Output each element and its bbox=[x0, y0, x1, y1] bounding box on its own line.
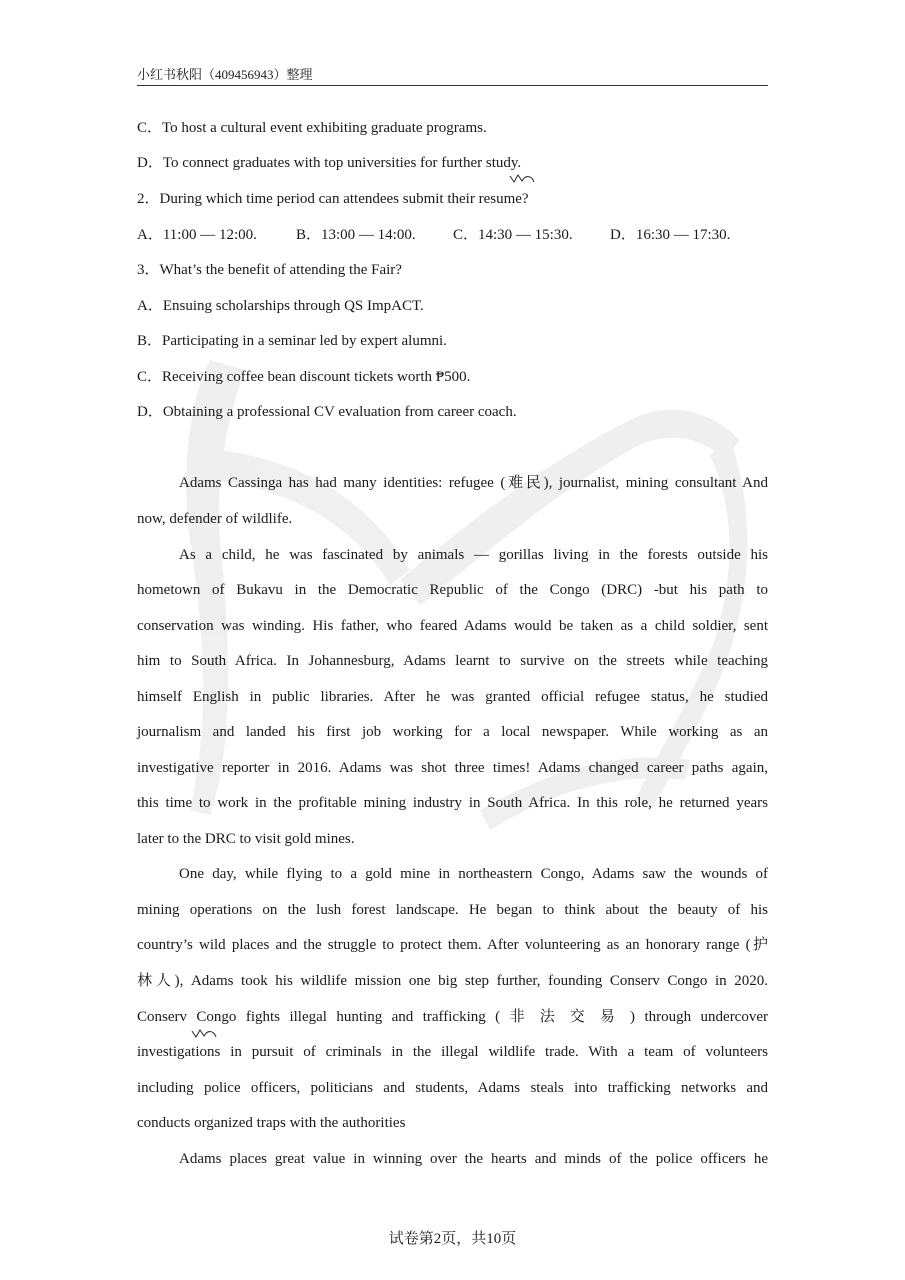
q3-option-b: B．Participating in a seminar led by expert alumni. bbox=[137, 333, 447, 349]
passage-p3-line: 林人), Adams took his wildlife mission one big step further, founding Conserv Congo in 2020. bbox=[137, 973, 768, 989]
passage-p3-line: One day, while flying to a gold mine in northeastern Congo, Adams saw the wounds of bbox=[179, 866, 768, 882]
pen-mark-icon bbox=[190, 1027, 218, 1041]
passage-p2-line: investigative reporter in 2016. Adams was shot three times! Adams changed career paths again, bbox=[137, 760, 768, 776]
page-footer: 试卷第2页，共10页 bbox=[388, 1231, 517, 1247]
q2-option-b: B．13:00 — 14:00. bbox=[296, 227, 416, 243]
passage-p3-line: including police officers, politicians and students, Adams steals into trafficking networks and bbox=[137, 1080, 768, 1096]
passage-p2-line: As a child, he was fascinated by animals — gorillas living in the forests outside his bbox=[179, 547, 768, 563]
q2-option-c: C．14:30 — 15:30. bbox=[453, 227, 573, 243]
q3-option-a: A．Ensuing scholarships through QS ImpACT. bbox=[137, 298, 424, 314]
q2-option-d: D．16:30 — 17:30. bbox=[610, 227, 731, 243]
passage-p2-line: conservation was winding. His father, who feared Adams would be taken as a child soldier, sent bbox=[137, 618, 768, 634]
q1-option-d: D．To connect graduates with top universities for further study. bbox=[137, 155, 522, 171]
passage-p3-line: country’s wild places and the struggle to protect them. After volunteering as an honorary range (护 bbox=[137, 937, 768, 953]
q3-stem: 3．What’s the benefit of attending the Fair? bbox=[137, 262, 402, 278]
passage-p3-line: mining operations on the lush forest landscape. He began to think about the beauty of his bbox=[137, 902, 768, 918]
q3-option-d: D．Obtaining a professional CV evaluation from career coach. bbox=[137, 404, 517, 420]
q2-option-a: A．11:00 — 12:00. bbox=[137, 227, 257, 243]
passage-p3-line: investigations in pursuit of criminals in the illegal wildlife trade. With a team of volunteers bbox=[137, 1044, 768, 1060]
passage-p2-line: himself English in public libraries. After he was granted official refugee status, he studied bbox=[137, 689, 768, 705]
header-divider bbox=[137, 85, 768, 86]
q2-options bbox=[137, 225, 768, 245]
passage-p2-line: later to the DRC to visit gold mines. bbox=[137, 831, 355, 847]
q1-option-c: C．To host a cultural event exhibiting graduate programs. bbox=[137, 120, 487, 136]
passage-p2-line: journalism and landed his first job working for a local newspaper. While working as an bbox=[137, 724, 768, 740]
passage-p4-line: Adams places great value in winning over the hearts and minds of the police officers he bbox=[179, 1151, 768, 1167]
passage-p2-line: hometown of Bukavu in the Democratic Republic of the Congo (DRC) -but his path to bbox=[137, 582, 768, 598]
passage-p2-line: him to South Africa. In Johannesburg, Adams learnt to survive on the streets while teaching bbox=[137, 653, 768, 669]
passage-p3-line: conducts organized traps with the authorities bbox=[137, 1115, 406, 1131]
passage-p1-line: Adams Cassinga has had many identities: refugee (难民), journalist, mining consultant And bbox=[179, 475, 768, 491]
passage-p1-line: now, defender of wildlife. bbox=[137, 511, 293, 527]
pen-mark-icon bbox=[508, 172, 536, 186]
header-source: 小红书秋阳（409456943）整理 bbox=[137, 67, 313, 82]
passage-p2-line: this time to work in the profitable mining industry in South Africa. In this role, he returned years bbox=[137, 795, 768, 811]
q3-option-c: C．Receiving coffee bean discount tickets worth ₱500. bbox=[137, 369, 471, 385]
passage-p3-line: Conserv Congo fights illegal hunting and trafficking ( 非 法 交 易 ) through undercover bbox=[137, 1009, 768, 1025]
q2-stem: 2．During which time period can attendees submit their resume? bbox=[137, 191, 529, 207]
